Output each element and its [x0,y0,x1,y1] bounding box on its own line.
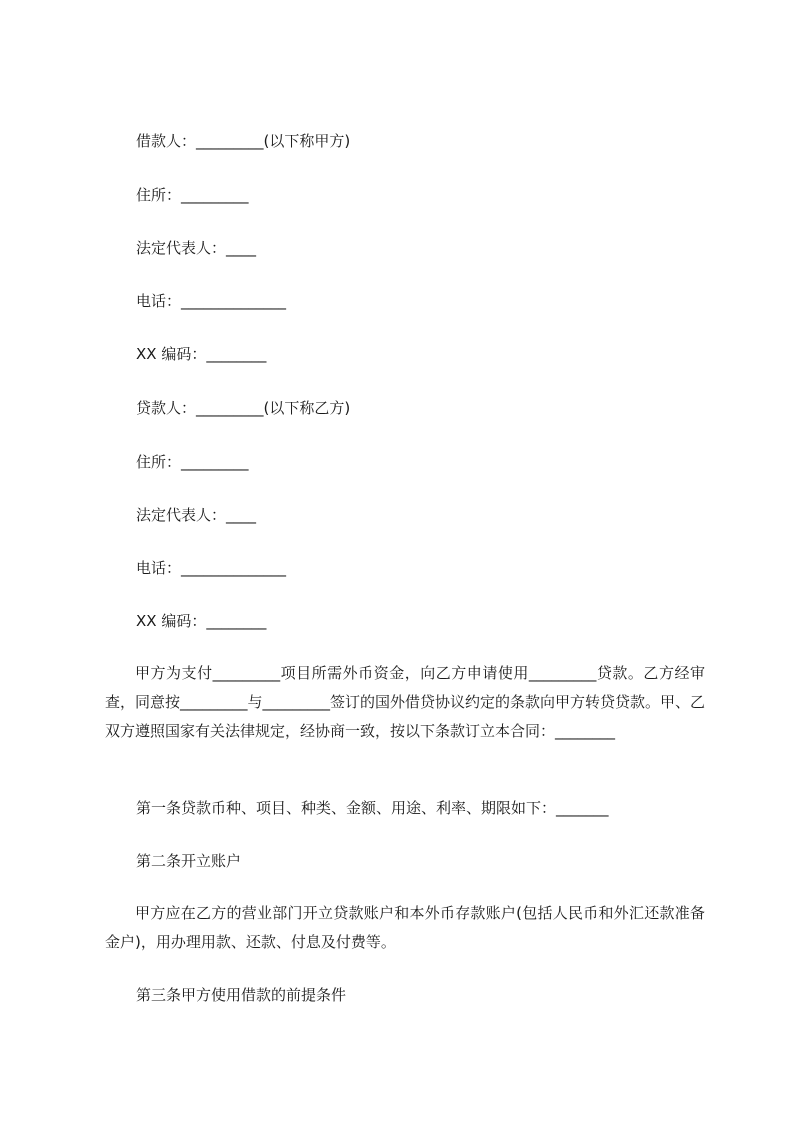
article-1: 第一条贷款币种、项目、种类、金额、用途、利率、期限如下：_______ [136,799,609,817]
article-2-title: 第二条开立账户 [136,852,242,870]
lender-legal-rep-line: 法定代表人：____ [136,506,257,524]
preamble-paragraph: 甲方为支付_________项目所需外币资金，向乙方申请使用_________贷款。乙方经审查，同意按_________与_________签订的国外借贷协议约定的条款向甲方转贷贷款。甲、乙双方遵照国家有关法律规定，经协商一致，按以下条款订立本合同：________ [105,664,706,740]
borrower-postal-line: XX 编码：________ [136,345,267,363]
borrower-name-line: 借款人：_________(以下称甲方) [136,132,351,150]
article-2-body: 甲方应在乙方的营业部门开立贷款账户和本外币存款账户(包括人民币和外汇还款准备金户)，用办理用款、还款、付息及付费等。 [105,904,705,951]
article-3-title: 第三条甲方使用借款的前提条件 [136,986,347,1004]
lender-name-line: 贷款人：_________(以下称乙方) [136,399,351,417]
borrower-address-line: 住所：_________ [136,186,249,204]
lender-postal-line: XX 编码：________ [136,612,267,630]
borrower-legal-rep-line: 法定代表人：____ [136,239,257,257]
lender-phone-line: 电话：______________ [136,559,287,577]
lender-address-line: 住所：_________ [136,453,249,471]
borrower-phone-line: 电话：______________ [136,292,287,310]
